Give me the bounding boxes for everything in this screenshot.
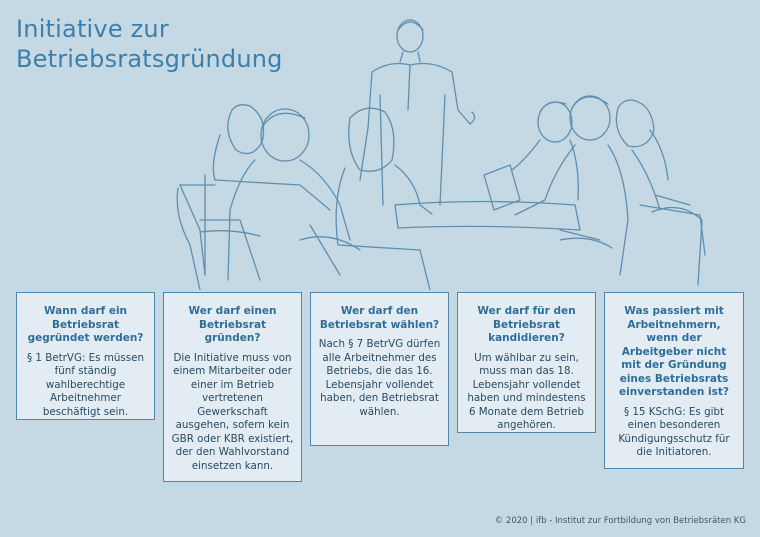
title-line-2: Betriebsratsgründung: [16, 45, 283, 73]
title-line-1: Initiative zur: [16, 15, 169, 43]
faq-answer: Nach § 7 BetrVG dürfen alle Arbeitnehmer des Betriebs, die das 16. Lebensjahr vollendet haben, den Betriebsrat wählen.: [318, 338, 441, 418]
faq-card-4: [457, 292, 596, 433]
faq-card-3: [310, 292, 449, 446]
faq-answer: § 15 KSchG: Es gibt einen besonderen Kündigungsschutz für die Initiatoren.: [618, 405, 730, 458]
faq-question: Wer darf einen Betriebsrat gründen?: [188, 305, 277, 344]
faq-question: Wer darf den Betriebsrat wählen?: [319, 305, 440, 331]
seated-person-left-front: [200, 109, 360, 280]
faq-answer: § 1 BetrVG: Es müssen fünf ständig wahlberechtige Arbeitnehmer beschäftigt sein.: [27, 351, 144, 418]
seated-person-left: [180, 105, 330, 275]
faq-question: Was passiert mit Arbeitnehmern, wenn der Arbeitgeber nicht mit der Gründung eines Betriebsrats einverstanden ist?: [619, 305, 729, 398]
faq-answer: Um wählbar zu sein, muss man das 18. Lebensjahr vollendet haben und mindestens 6 Monate dem Betrieb angehören.: [467, 351, 586, 431]
faq-card-2: [163, 292, 302, 482]
seated-person-right-woman: [484, 102, 578, 210]
seated-person-center: [310, 108, 432, 290]
meeting-table: [395, 202, 580, 231]
seated-person-far-right: [616, 100, 705, 255]
faq-answer: Die Initiative muss von einem Mitarbeiter oder einer im Betrieb vertretenen Gewerkschaft ausgehen, sofern kein GBR oder KBR existiert, der den Wahlvorstand einsetzen kann.: [171, 351, 294, 472]
faq-question: Wann darf ein Betriebsrat gegründet werden?: [27, 305, 144, 344]
standing-presenter: [360, 20, 475, 205]
copyright-footer: © 2020 | ifb - Institut zur Fortbildung von Betriebsräten KG: [494, 516, 746, 526]
faq-card-5: [604, 292, 744, 469]
faq-card-1: [16, 292, 155, 420]
faq-question: Wer darf für den Betriebsrat kandidieren?: [477, 305, 576, 344]
